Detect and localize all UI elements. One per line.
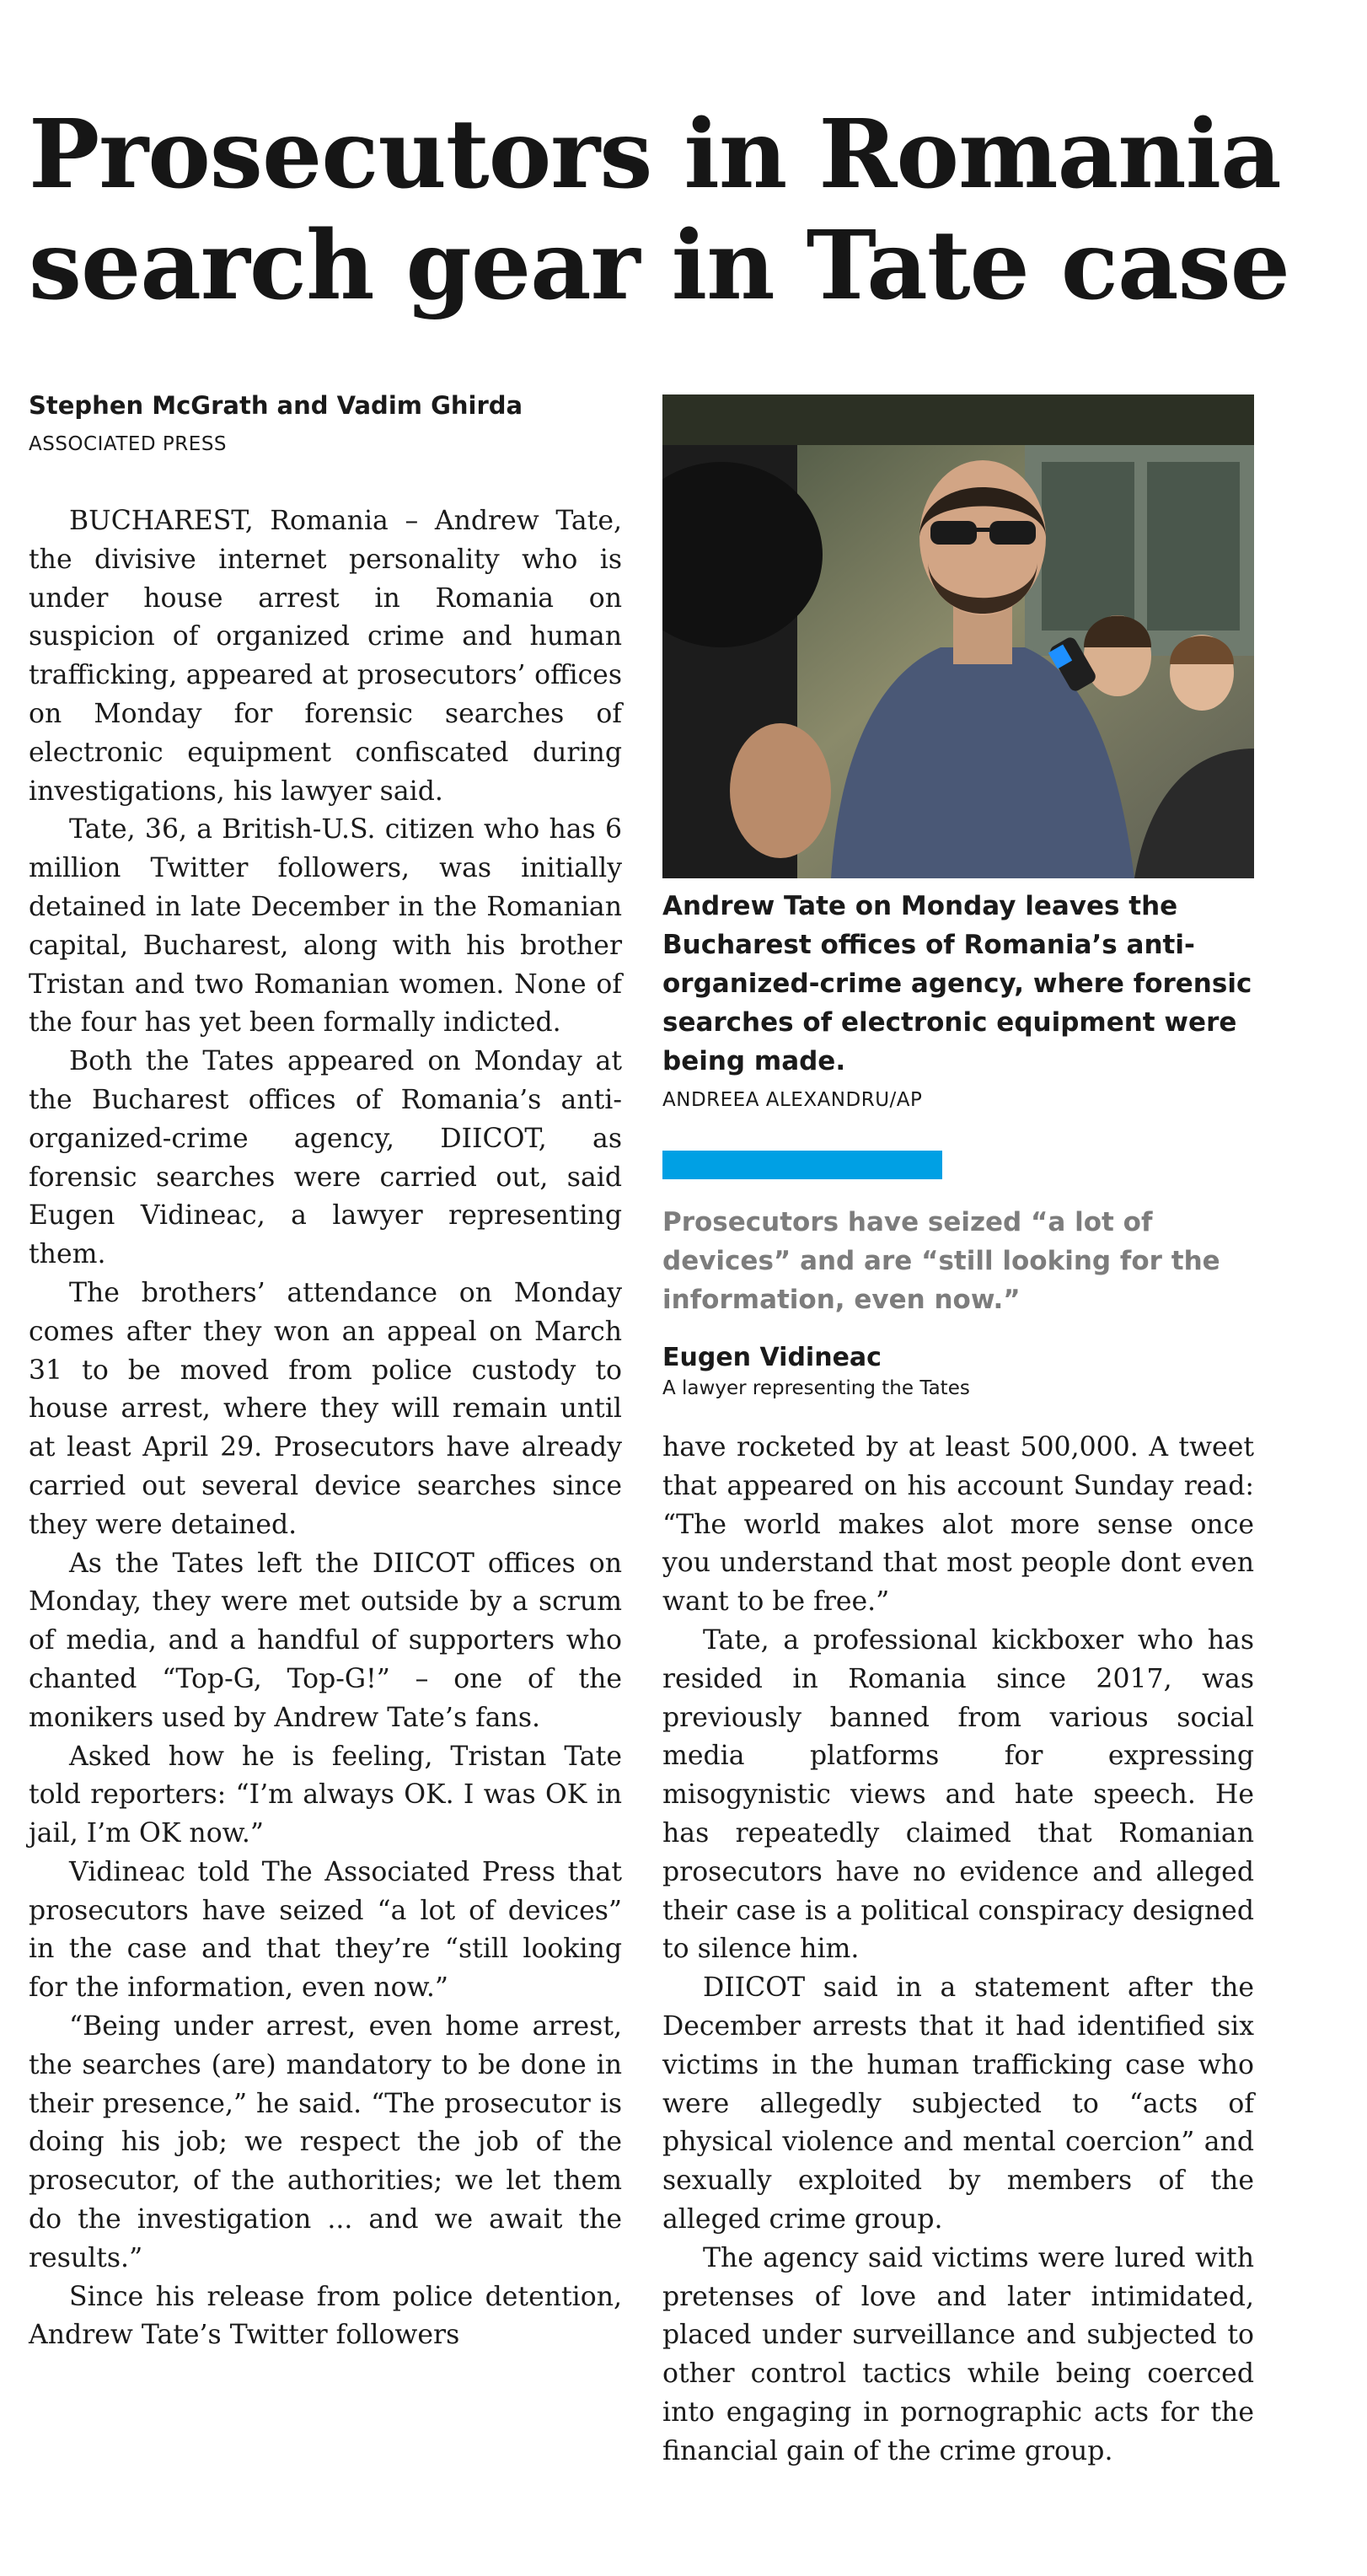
pull-quote: Prosecutors have seized “a lot of devices” and are “still looking for the information, even now.” (662, 1207, 1220, 1315)
photo-credit: ANDREEA ALEXANDRU/AP (662, 1089, 923, 1111)
paragraph: The brothers’ attendance on Monday comes after they won an appeal on March 31 to be moved from police custody to house arrest, where they will remain until at least April 29. Prosecutors have already carried out several device searches since they were detained. (29, 1277, 622, 1540)
pull-quote-rule (662, 1151, 942, 1179)
paragraph: Asked how he is feeling, Tristan Tate told reporters: “I’m always OK. I was OK in jail, I’m OK now.” (29, 1741, 622, 1849)
paragraph: BUCHAREST, Romania – Andrew Tate, the divisive internet personality who is under house arrest in Romania on suspicion of organized crime and human trafficking, appeared at prosecutors’ offices on Monday for forensic searches of electronic equipment confiscated during investigations, his lawyer said. (29, 506, 622, 807)
news-photo (662, 394, 1254, 878)
paragraph: DIICOT said in a statement after the December arrests that it had identified six victims in the human trafficking case who were allegedly subjected to “acts of physical violence and mental coercion” and sexually exploited by members of the alleged crime group. (662, 1972, 1254, 2235)
paragraph: have rocketed by at least 500,000. A tweet that appeared on his account Sunday read: “The world makes alot more sense once you understand that most people dont even want to be free.” (662, 1432, 1254, 1618)
pull-quote-attribution-name: Eugen Vidineac (662, 1343, 882, 1372)
article-column-2 (662, 1429, 1254, 2471)
paragraph: Vidineac told The Associated Press that prosecutors have seized “a lot of devices” in the case and that they’re “still looking for the information, even now.” (29, 1856, 622, 2004)
paragraph: The agency said victims were lured with pretenses of love and later intimidated, placed under surveillance and subjected to other control tactics while being coerced into engaging in pornographic acts for the financial gain of the crime group. (662, 2242, 1254, 2466)
byline-authors: Stephen McGrath and Vadim Ghirda (29, 391, 523, 420)
paragraph: Both the Tates appeared on Monday at the Bucharest offices of Romania’s anti-organized-crime agency, DIICOT, as forensic searches were carried out, said Eugen Vidineac, a lawyer representing them. (29, 1046, 622, 1270)
pull-quote-attribution-role: A lawyer representing the Tates (662, 1377, 970, 1399)
headline: Prosecutors in Romania search gear in Tate case (29, 99, 1289, 321)
paragraph: As the Tates left the DIICOT offices on Monday, they were met outside by a scrum of media, and a handful of supporters who chanted “Top-G, Top-G!” – one of the monikers used by Andrew Tate’s fans. (29, 1548, 622, 1733)
byline-agency: ASSOCIATED PRESS (29, 433, 228, 455)
paragraph: Since his release from police detention, Andrew Tate’s Twitter followers (29, 2281, 622, 2351)
photo-illustration (662, 394, 1254, 878)
paragraph: “Being under arrest, even home arrest, the searches (are) mandatory to be done in their presence,” he said. “The prosecutor is doing his job; we respect the job of the prosecutor, of the authorities; we let them do the investigation ... and we await the results.” (29, 2011, 622, 2273)
article-column-1 (29, 502, 622, 2355)
photo-caption: Andrew Tate on Monday leaves the Bucharest offices of Romania’s anti-organized-crime agency, where forensic searches of electronic equipment were being made. (662, 891, 1252, 1076)
paragraph: Tate, a professional kickboxer who has resided in Romania since 2017, was previously banned from various social media platforms for expressing misogynistic views and hate speech. He has repeatedly claimed that Romanian prosecutors have no evidence and alleged their case is a political conspiracy designed to silence him. (662, 1624, 1254, 1965)
paragraph: Tate, 36, a British-U.S. citizen who has 6 million Twitter followers, was initially detained in late December in the Romanian capital, Bucharest, along with his brother Tristan and two Romanian women. None of the four has yet been formally indicted. (29, 814, 622, 1038)
